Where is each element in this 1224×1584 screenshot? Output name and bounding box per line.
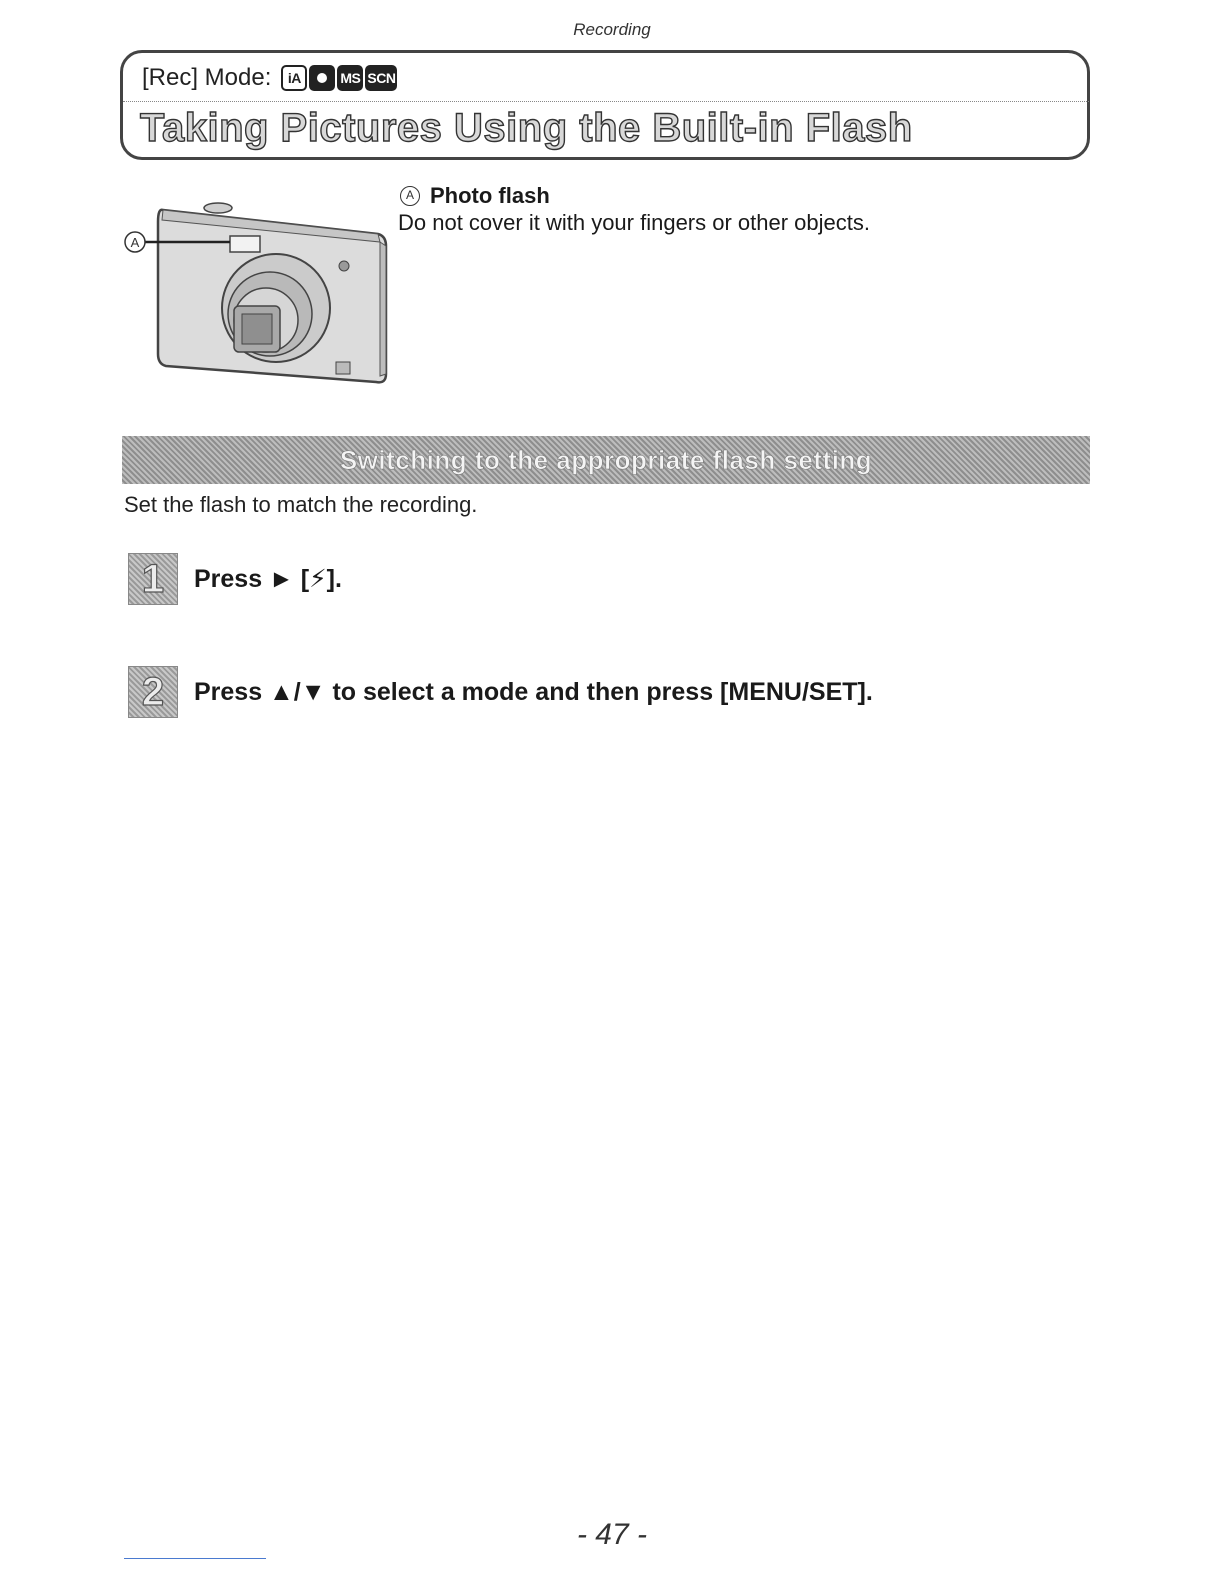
step-number-badge: 2 — [128, 666, 178, 718]
rec-mode-row — [142, 64, 397, 92]
callout-heading: Photo flash — [430, 183, 550, 208]
intelligent-auto-icon: iA — [281, 65, 307, 91]
step-2 — [128, 666, 873, 718]
page-title: Taking Pictures Using the Built-in Flash — [140, 106, 913, 150]
page-number: - 47 - — [576, 1518, 648, 1551]
normal-picture-mode-icon — [309, 65, 335, 91]
step-instruction: Press ▲/▼ to select a mode and then press [MENU/SET]. — [194, 677, 873, 706]
photo-flash-callout — [398, 182, 870, 236]
camera-marker-label: A — [130, 235, 140, 250]
step-number-badge: 1 — [128, 553, 178, 605]
section-banner — [122, 436, 1090, 484]
step-instruction: Press ► [⚡]. — [194, 565, 342, 593]
callout-text: Do not cover it with your fingers or other objects. — [398, 210, 870, 235]
rec-mode-label: [Rec] Mode: — [142, 64, 272, 91]
mode-icons — [281, 65, 397, 91]
step-1 — [128, 553, 342, 605]
footer-rule — [124, 1558, 266, 1559]
photo-flash-window — [230, 236, 260, 252]
section-banner-text: Switching to the appropriate flash setting — [339, 444, 873, 475]
my-scene-mode-icon: MS — [337, 65, 363, 91]
callout-marker: A — [400, 186, 420, 206]
scene-mode-icon: SCN — [365, 65, 397, 91]
running-head: Recording — [573, 20, 651, 39]
camera-illustration — [118, 196, 393, 386]
section-intro: Set the flash to match the recording. — [124, 492, 478, 517]
title-divider — [123, 101, 1089, 102]
